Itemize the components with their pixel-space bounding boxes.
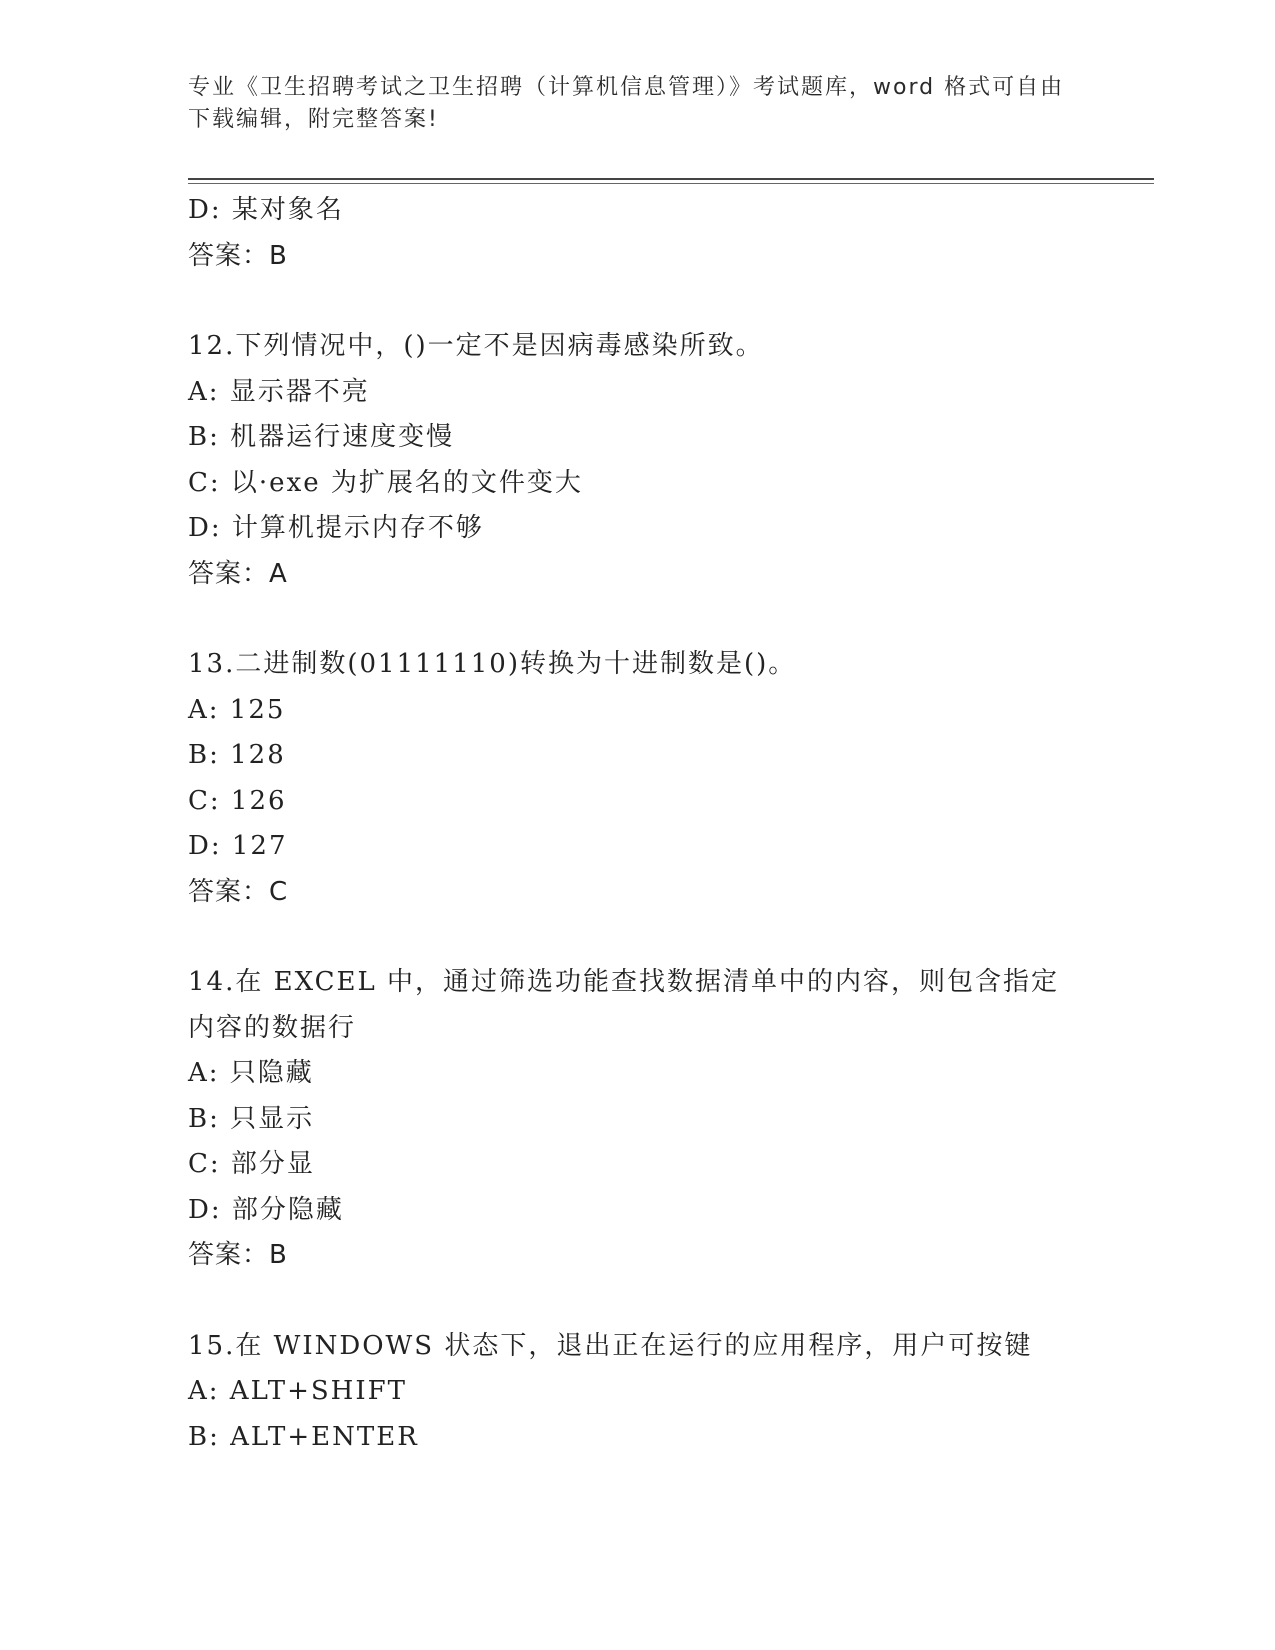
question-list	[188, 188, 1088, 1460]
question-stem: 12.下列情况中，()一定不是因病毒感染所致。	[188, 331, 764, 361]
option-a: A: ALT+SHIFT	[188, 1376, 407, 1406]
option-d: D: 某对象名	[188, 195, 344, 225]
header-divider	[188, 178, 1154, 180]
question-15	[188, 1324, 1088, 1461]
option-b: B: 只显示	[188, 1103, 315, 1134]
option-b: B: 128	[188, 740, 286, 770]
question-13	[188, 642, 1088, 915]
question-12	[188, 324, 1088, 597]
option-a: A: 只隐藏	[188, 1058, 314, 1088]
spacer	[188, 915, 1088, 960]
option-c: C: 部分显	[188, 1149, 315, 1179]
option-d: D: 127	[188, 831, 288, 861]
option-d: D: 部分隐藏	[188, 1194, 344, 1225]
option-b: B: 机器运行速度变慢	[188, 422, 455, 452]
header-divider-thin	[188, 183, 1154, 184]
option-a: A: 显示器不亮	[188, 376, 370, 407]
answer-line: 答案：B	[188, 1240, 288, 1270]
document-title: 专业《卫生招聘考试之卫生招聘（计算机信息管理）》考试题库，word 格式可自由下载编辑，附完整答案!	[188, 75, 1065, 132]
option-c: C: 以·exe 为扩展名的文件变大	[188, 467, 583, 498]
option-b: B: ALT+ENTER	[188, 1421, 419, 1452]
answer-line: 答案：B	[188, 240, 288, 271]
answer-line: 答案：A	[188, 558, 288, 589]
question-14	[188, 960, 1088, 1279]
question-stem: 14.在 EXCEL 中，通过筛选功能查找数据清单中的内容，则包含指定内容的数据行	[188, 967, 1060, 1043]
question-stem: 15.在 WINDOWS 状态下，退出正在运行的应用程序，用户可按键	[188, 1330, 1033, 1361]
option-c: C: 126	[188, 785, 287, 816]
answer-line: 答案：C	[188, 876, 289, 907]
option-a: A: 125	[188, 694, 286, 725]
spacer	[188, 597, 1088, 642]
spacer	[188, 1279, 1088, 1324]
option-d: D: 计算机提示内存不够	[188, 513, 484, 543]
document-header	[188, 72, 1068, 136]
spacer	[188, 279, 1088, 324]
question-stem: 13.二进制数(01111110)转换为十进制数是()。	[188, 649, 797, 679]
